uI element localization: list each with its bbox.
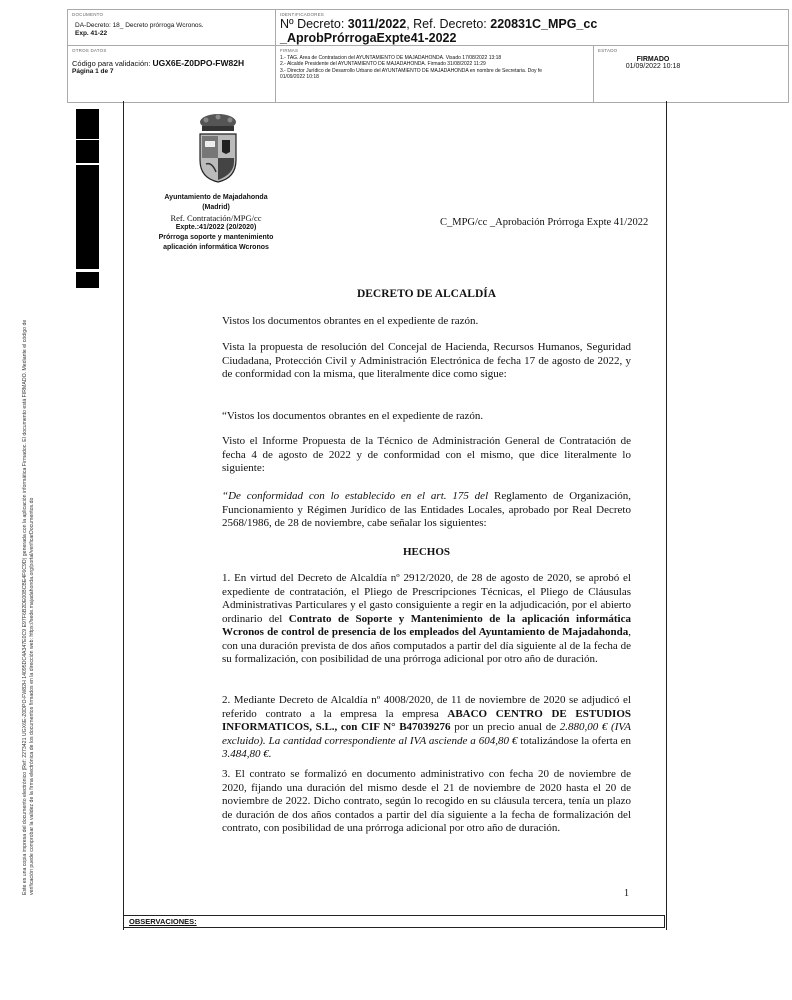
- hecho-1-c: , con una duración prevista de dos años computados a partir del día siguiente al de la fecha de su formalización, con posibilidad de una prórroga adicional por otro año de duración.: [222, 626, 631, 665]
- decreto-prefix: Nº Decreto:: [280, 17, 348, 31]
- hecho-2-f: 3.484,80 €.: [222, 748, 272, 760]
- observaciones-box: [123, 915, 665, 928]
- estado-value: FIRMADO: [636, 56, 670, 63]
- estado-fecha: 01/09/2022 10:18: [625, 63, 681, 70]
- validation-side-note: [22, 195, 35, 895]
- estado-cell: [594, 46, 788, 102]
- hecho-2-d: 2.880,00 € (IVA excluido). La cantidad correspondiente al IVA asciende a 604,80 €: [222, 721, 631, 747]
- letterhead: [148, 193, 284, 253]
- firma-1: 1.- TAG. Area de Contratacion del AYUNTAMIENTO DE MAJADAHONDA. Visado 17/08/2022 13:18: [280, 55, 502, 61]
- paragraph-3: “Vistos los documentos obrantes en el expediente de razón.: [222, 410, 484, 422]
- firma-3-fecha: 01/09/2022 10:18: [280, 73, 319, 80]
- hecho-3: 3. El contrato se formalizó en documento administrativo con fecha 20 de noviembre de 2020, fijando una duración del mismo desde el 21 de noviembre de 2020 hasta el 20 de noviembre de 2022. Dicho contrato, según lo recogido en su cláusula tercera, tenía un plazo de duración de dos años contados a partir del día siguiente a la fecha de formalización del contrato, con posibilidad de una prórroga adicional por otro año de duración.: [222, 768, 631, 834]
- letterhead-line-3: Ref. Contratación/MPG/cc: [170, 213, 262, 223]
- hecho-2: [222, 694, 631, 762]
- letterhead-line-6: aplicación informática Wcronos: [163, 244, 269, 251]
- hecho-1-b: Contrato de Soporte y Mantenimiento de la aplicación informática Wcronos de control de presencia de los empleados del Ayuntamiento de Majadahonda: [222, 612, 631, 638]
- decreto-ref-prefix: , Ref. Decreto:: [406, 17, 491, 31]
- firmas-label: FIRMAS: [280, 48, 299, 53]
- side-note-line-1: Este es una copia impresa del documento electrónico (Ref: 2273421 UGX6E-Z0DPO-FW82H 14095DC4A347E0C9 E97F6B2DE00BCBE4F6C9D) generada con la aplicación informática Firmadoc. El documento está FIRMADO. Mediante el código de: [22, 319, 28, 895]
- codigo-value: UGX6E-Z0DPO-FW82H: [152, 58, 245, 68]
- documento-line-2: Exp. 41-22: [75, 30, 108, 37]
- documento-label: DOCUMENTO: [72, 12, 104, 17]
- page-number: 1: [624, 888, 629, 899]
- letterhead-line-4: Expte.:41/2022 (20/2020): [175, 224, 257, 231]
- paragraph-1: Vistos los documentos obrantes en el expediente de razón.: [222, 315, 479, 327]
- documento-cell: [68, 10, 276, 46]
- decreto-num: 3011/2022: [347, 17, 407, 31]
- otros-datos-cell: [68, 46, 276, 102]
- hecho-1-a: 1. En virtud del Decreto de Alcaldía nº 2912/2020, de 28 de agosto de 2020, se aprobó el expediente de contratación, el Pliego de Prescripciones Técnicas, el Pliego de Cláusulas Administrativas Particulares y el gasto consiguiente a regir en la adjudicación, por el abierto ordinario del: [222, 572, 631, 625]
- decreto-ref-2: _AprobPrórrogaExpte41-2022: [280, 31, 457, 45]
- estado-label: ESTADO: [598, 48, 618, 53]
- document-header: [67, 9, 789, 103]
- identificadores-label: IDENTIFICADORES: [280, 12, 325, 17]
- decreto-ref: 220831C_MPG_cc: [490, 17, 598, 31]
- documento-line-1: DA-Decreto: 18_ Decreto prórroga Wcronos.: [75, 22, 204, 29]
- paragraph-5-italic: “De conformidad con lo establecido en el art. 175 del: [222, 490, 489, 502]
- hecho-1: [222, 572, 631, 667]
- barcode: [76, 108, 99, 288]
- side-note-line-2: verificación puede comprobar la validez de la firma electrónica de los documentos firmados en la dirección web: https://sede.majadahonda.org/portal/verificarDocumentos.do: [28, 497, 35, 895]
- paragraph-4: Visto el Informe Propuesta de la Técnico de Administración General de Contratación de fecha 4 de agosto de 2022 y de conformidad con el mismo, que dice literalmente lo siguiente:: [222, 435, 631, 474]
- paragraph-5: [222, 490, 631, 531]
- letterhead-line-5: Prórroga soporte y mantenimiento: [158, 234, 274, 241]
- hecho-2-e: totalizándose la oferta en: [517, 734, 631, 747]
- paragraph-5-rest: Reglamento de Organización, Funcionamiento y Régimen Jurídico de las Entidades Locales, aprobado por Real Decreto 2568/1986, de 28 de noviembre, cabe señalar los siguientes:: [222, 490, 632, 529]
- paragraph-2: Vista la propuesta de resolución del Concejal de Hacienda, Recursos Humanos, Seguridad Ciudadana, Protección Civil y Administración Electrónica de fecha 17 de agosto de 2022, y de conformidad con la misma, que literalmente dice como sigue:: [222, 341, 631, 380]
- identificadores-cell: [276, 10, 788, 46]
- hecho-2-b: ABACO CENTRO DE ESTUDIOS INFORMATICOS, S.L., con CIF N° B47039276: [222, 707, 632, 733]
- decree-title: DECRETO DE ALCALDÍA: [356, 288, 497, 300]
- hecho-2-c: por un precio anual de: [450, 721, 560, 733]
- codigo-label: Código para validación:: [72, 59, 153, 68]
- observaciones-label: OBSERVACIONES:: [129, 917, 197, 926]
- decreto-number: [280, 17, 784, 31]
- hechos-heading: HECHOS: [402, 546, 451, 558]
- letterhead-line-2: (Madrid): [202, 204, 230, 211]
- pagina: Página 1 de 7: [72, 68, 114, 75]
- hecho-2-a: 2. Mediante Decreto de Alcaldía nº 4008/2020, de 11 de noviembre de 2020 se adjudicó el referido contrato a la empresa la empresa: [222, 694, 631, 720]
- firma-2: 2.- Alcalde Presidente del AYUNTAMIENTO DE MAJADAHONDA. Firmado 31/08/2022 11:29: [280, 61, 486, 68]
- reference-right: C_MPG/cc _Aprobación Prórroga Expte 41/2022: [440, 217, 649, 228]
- coat-of-arms-icon: [196, 112, 240, 184]
- codigo-validacion: [72, 58, 271, 68]
- letterhead-line-1: Ayuntamiento de Majadahonda: [164, 194, 268, 201]
- firma-3: 3.- Director Jurídico de Desarrollo Urbano del AYUNTAMIENTO DE MAJADAHONDA en nombre de Secretaria. Doy fe: [280, 67, 543, 74]
- otros-label: OTROS DATOS: [72, 48, 107, 53]
- firmas-cell: [276, 46, 594, 102]
